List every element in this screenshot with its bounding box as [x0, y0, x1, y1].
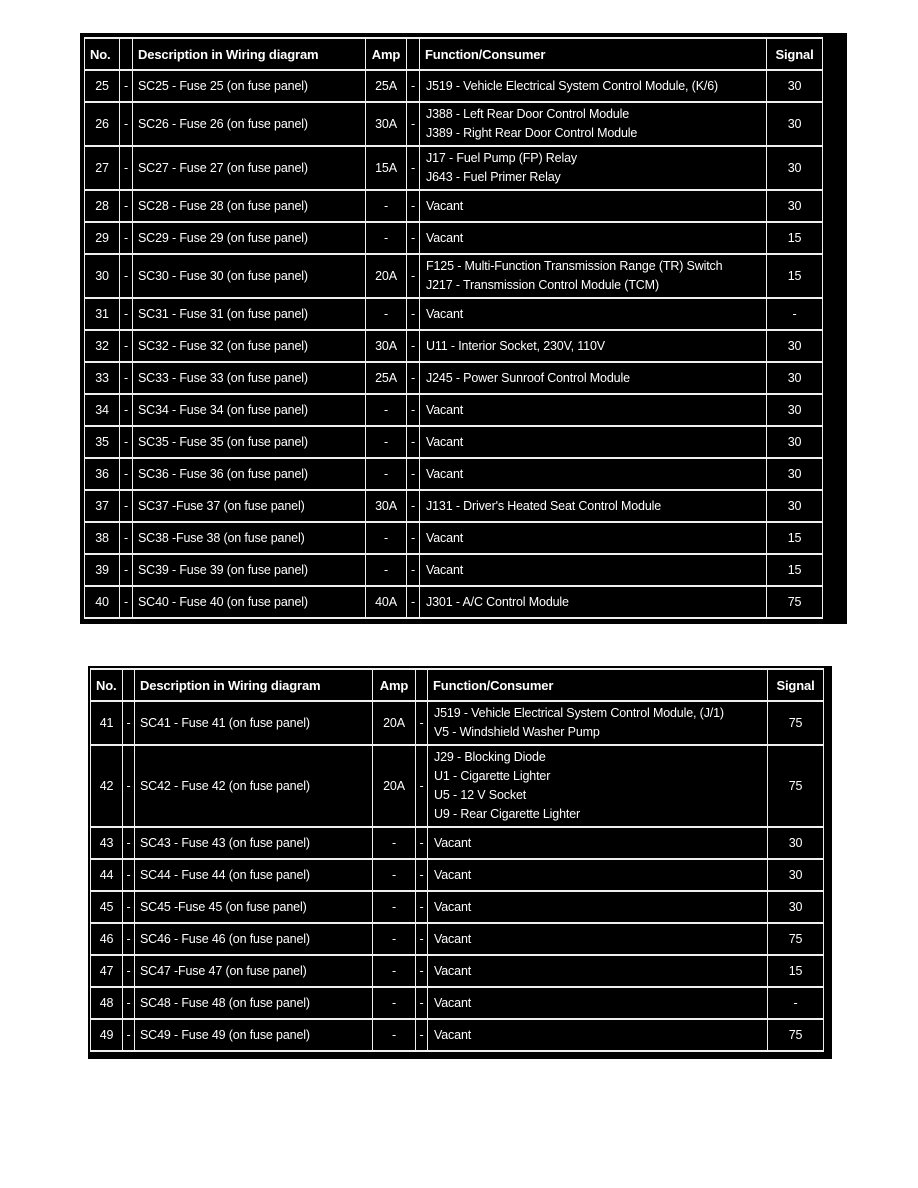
table-row: [85, 102, 823, 146]
amp-cell: 20A: [366, 254, 407, 298]
table-row: [91, 1019, 824, 1051]
function-cell: [420, 522, 767, 554]
table-row: [91, 745, 824, 827]
row-number-cell: 28: [85, 190, 120, 222]
col-header-no: No.: [91, 669, 123, 701]
signal-cell: 15: [767, 554, 823, 586]
row-number-cell: 39: [85, 554, 120, 586]
signal-cell: 30: [768, 891, 824, 923]
table-row: [85, 330, 823, 362]
amp-cell: -: [366, 426, 407, 458]
col-header-signal: Signal: [767, 38, 823, 70]
function-cell: [420, 554, 767, 586]
dash-cell: -: [407, 146, 420, 190]
row-number-cell: 31: [85, 298, 120, 330]
description-cell: SC36 - Fuse 36 (on fuse panel): [133, 458, 366, 490]
function-cell: [428, 987, 768, 1019]
col-header-amp: Amp: [366, 38, 407, 70]
table-row: [91, 827, 824, 859]
function-cell: [428, 827, 768, 859]
description-cell: SC44 - Fuse 44 (on fuse panel): [135, 859, 373, 891]
description-cell: SC31 - Fuse 31 (on fuse panel): [133, 298, 366, 330]
row-number-cell: 35: [85, 426, 120, 458]
dash-cell: -: [120, 222, 133, 254]
function-line: Vacant: [426, 466, 464, 481]
dash-cell: -: [407, 394, 420, 426]
function-line: J131 - Driver's Heated Seat Control Module: [426, 498, 662, 513]
signal-cell: 15: [767, 522, 823, 554]
amp-cell: 25A: [366, 362, 407, 394]
dash-cell: -: [407, 362, 420, 394]
row-number-cell: 44: [91, 859, 123, 891]
description-cell: SC38 -Fuse 38 (on fuse panel): [133, 522, 366, 554]
dash-cell: -: [120, 394, 133, 426]
table-row: [85, 458, 823, 490]
table-row: [91, 955, 824, 987]
function-cell: [420, 426, 767, 458]
amp-cell: 20A: [373, 745, 416, 827]
function-line: J29 - Blocking Diode: [434, 750, 546, 764]
fuse-table: [90, 668, 824, 1052]
fuse-table: [84, 37, 823, 619]
function-cell: [420, 586, 767, 618]
col-header-spacer: [416, 669, 428, 701]
amp-cell: -: [373, 859, 416, 891]
description-cell: SC28 - Fuse 28 (on fuse panel): [133, 190, 366, 222]
function-cell: [428, 1019, 768, 1051]
dash-cell: -: [407, 586, 420, 618]
col-header-description: Description in Wiring diagram: [135, 669, 373, 701]
dash-cell: -: [416, 745, 428, 827]
row-number-cell: 33: [85, 362, 120, 394]
description-cell: SC30 - Fuse 30 (on fuse panel): [133, 254, 366, 298]
description-cell: SC26 - Fuse 26 (on fuse panel): [133, 102, 366, 146]
function-line: U11 - Interior Socket, 230V, 110V: [426, 338, 605, 353]
function-cell: [428, 745, 768, 827]
function-line: J389 - Right Rear Door Control Module: [426, 126, 638, 140]
signal-cell: 30: [767, 394, 823, 426]
function-line: U1 - Cigarette Lighter: [434, 769, 551, 783]
dash-cell: -: [120, 490, 133, 522]
function-line: J388 - Left Rear Door Control Module: [426, 107, 630, 121]
function-line: Vacant: [426, 530, 464, 545]
dash-cell: -: [120, 190, 133, 222]
description-cell: SC34 - Fuse 34 (on fuse panel): [133, 394, 366, 426]
description-cell: SC27 - Fuse 27 (on fuse panel): [133, 146, 366, 190]
row-number-cell: 37: [85, 490, 120, 522]
description-cell: SC47 -Fuse 47 (on fuse panel): [135, 955, 373, 987]
signal-cell: 30: [768, 859, 824, 891]
dash-cell: -: [123, 923, 135, 955]
signal-cell: 30: [767, 426, 823, 458]
row-number-cell: 46: [91, 923, 123, 955]
dash-cell: -: [120, 586, 133, 618]
table-row: [85, 190, 823, 222]
col-header-spacer: [407, 38, 420, 70]
table-row: [85, 586, 823, 618]
signal-cell: 30: [767, 146, 823, 190]
function-cell: [428, 891, 768, 923]
dash-cell: -: [120, 146, 133, 190]
function-cell: [420, 490, 767, 522]
row-number-cell: 27: [85, 146, 120, 190]
function-line: U9 - Rear Cigarette Lighter: [434, 807, 581, 821]
function-cell: [428, 859, 768, 891]
dash-cell: -: [407, 490, 420, 522]
col-header-no: No.: [85, 38, 120, 70]
row-number-cell: 36: [85, 458, 120, 490]
description-cell: SC48 - Fuse 48 (on fuse panel): [135, 987, 373, 1019]
function-cell: [420, 70, 767, 102]
dash-cell: -: [407, 298, 420, 330]
function-line: U5 - 12 V Socket: [434, 788, 527, 802]
function-line: J643 - Fuel Primer Relay: [426, 170, 561, 184]
row-number-cell: 30: [85, 254, 120, 298]
table-row: [91, 859, 824, 891]
fuse-table-41-49: [88, 666, 832, 1059]
dash-cell: -: [120, 426, 133, 458]
description-cell: SC45 -Fuse 45 (on fuse panel): [135, 891, 373, 923]
amp-cell: -: [366, 190, 407, 222]
function-line: Vacant: [426, 230, 464, 245]
function-line: J245 - Power Sunroof Control Module: [426, 370, 630, 385]
amp-cell: -: [373, 1019, 416, 1051]
dash-cell: -: [120, 522, 133, 554]
description-cell: SC49 - Fuse 49 (on fuse panel): [135, 1019, 373, 1051]
function-line: Vacant: [434, 931, 472, 946]
amp-cell: -: [366, 298, 407, 330]
description-cell: SC46 - Fuse 46 (on fuse panel): [135, 923, 373, 955]
function-line: Vacant: [426, 562, 464, 577]
row-number-cell: 29: [85, 222, 120, 254]
col-header-amp: Amp: [373, 669, 416, 701]
dash-cell: -: [123, 1019, 135, 1051]
function-cell: [420, 254, 767, 298]
row-number-cell: 25: [85, 70, 120, 102]
table-row: [91, 923, 824, 955]
dash-cell: -: [123, 987, 135, 1019]
row-number-cell: 49: [91, 1019, 123, 1051]
fuse-table-25-40: [80, 33, 847, 624]
function-cell: [420, 394, 767, 426]
amp-cell: 30A: [366, 490, 407, 522]
amp-cell: -: [373, 891, 416, 923]
dash-cell: -: [120, 70, 133, 102]
function-cell: [420, 222, 767, 254]
dash-cell: -: [123, 745, 135, 827]
signal-cell: 30: [767, 490, 823, 522]
row-number-cell: 38: [85, 522, 120, 554]
amp-cell: 40A: [366, 586, 407, 618]
signal-cell: 75: [768, 745, 824, 827]
dash-cell: -: [407, 70, 420, 102]
dash-cell: -: [123, 859, 135, 891]
amp-cell: 30A: [366, 102, 407, 146]
function-line: V5 - Windshield Washer Pump: [434, 725, 600, 739]
dash-cell: -: [416, 955, 428, 987]
table-row: [85, 362, 823, 394]
dash-cell: -: [123, 701, 135, 745]
function-line: Vacant: [434, 835, 472, 850]
dash-cell: -: [407, 254, 420, 298]
dash-cell: -: [407, 554, 420, 586]
amp-cell: -: [373, 923, 416, 955]
dash-cell: -: [416, 923, 428, 955]
row-number-cell: 42: [91, 745, 123, 827]
function-line: J17 - Fuel Pump (FP) Relay: [426, 151, 578, 165]
amp-cell: -: [366, 394, 407, 426]
col-header-spacer: [123, 669, 135, 701]
table-row: [85, 522, 823, 554]
table-row: [85, 490, 823, 522]
description-cell: SC32 - Fuse 32 (on fuse panel): [133, 330, 366, 362]
col-header-description: Description in Wiring diagram: [133, 38, 366, 70]
dash-cell: -: [407, 522, 420, 554]
dash-cell: -: [407, 222, 420, 254]
description-cell: SC33 - Fuse 33 (on fuse panel): [133, 362, 366, 394]
dash-cell: -: [123, 891, 135, 923]
function-line: Vacant: [434, 995, 472, 1010]
function-line: Vacant: [426, 402, 464, 417]
table-row: [91, 701, 824, 745]
table-row: [85, 554, 823, 586]
row-number-cell: 26: [85, 102, 120, 146]
col-header-function: Function/Consumer: [428, 669, 768, 701]
table-row: [91, 891, 824, 923]
description-cell: SC25 - Fuse 25 (on fuse panel): [133, 70, 366, 102]
table-row: [85, 222, 823, 254]
signal-cell: 30: [767, 190, 823, 222]
function-line: Vacant: [426, 198, 464, 213]
signal-cell: 30: [768, 827, 824, 859]
dash-cell: -: [416, 701, 428, 745]
dash-cell: -: [123, 827, 135, 859]
table-row: [85, 146, 823, 190]
dash-cell: -: [407, 458, 420, 490]
table-row: [85, 426, 823, 458]
function-cell: [420, 362, 767, 394]
row-number-cell: 47: [91, 955, 123, 987]
dash-cell: -: [407, 330, 420, 362]
dash-cell: -: [416, 1019, 428, 1051]
function-cell: [420, 146, 767, 190]
description-cell: SC42 - Fuse 42 (on fuse panel): [135, 745, 373, 827]
table-row: [85, 298, 823, 330]
dash-cell: -: [120, 254, 133, 298]
dash-cell: -: [416, 827, 428, 859]
description-cell: SC39 - Fuse 39 (on fuse panel): [133, 554, 366, 586]
dash-cell: -: [120, 362, 133, 394]
dash-cell: -: [416, 987, 428, 1019]
function-line: J519 - Vehicle Electrical System Control Module, (J/1): [434, 706, 724, 720]
signal-cell: 75: [767, 586, 823, 618]
function-cell: [428, 955, 768, 987]
row-number-cell: 40: [85, 586, 120, 618]
description-cell: SC37 -Fuse 37 (on fuse panel): [133, 490, 366, 522]
description-cell: SC40 - Fuse 40 (on fuse panel): [133, 586, 366, 618]
dash-cell: -: [123, 955, 135, 987]
dash-cell: -: [407, 102, 420, 146]
description-cell: SC41 - Fuse 41 (on fuse panel): [135, 701, 373, 745]
function-line: F125 - Multi-Function Transmission Range (TR) Switch: [426, 259, 723, 273]
signal-cell: -: [767, 298, 823, 330]
row-number-cell: 41: [91, 701, 123, 745]
dash-cell: -: [120, 330, 133, 362]
function-cell: [420, 190, 767, 222]
row-number-cell: 34: [85, 394, 120, 426]
function-cell: [420, 298, 767, 330]
dash-cell: -: [407, 190, 420, 222]
signal-cell: 15: [767, 254, 823, 298]
amp-cell: -: [373, 955, 416, 987]
function-line: J519 - Vehicle Electrical System Control Module, (K/6): [426, 78, 719, 93]
amp-cell: 15A: [366, 146, 407, 190]
table-row: [85, 70, 823, 102]
table-row: [85, 394, 823, 426]
function-line: Vacant: [434, 899, 472, 914]
dash-cell: -: [120, 554, 133, 586]
function-line: Vacant: [434, 867, 472, 882]
dash-cell: -: [120, 458, 133, 490]
amp-cell: 25A: [366, 70, 407, 102]
function-cell: [420, 458, 767, 490]
signal-cell: 30: [767, 70, 823, 102]
function-cell: [428, 701, 768, 745]
function-line: J301 - A/C Control Module: [426, 594, 569, 609]
function-cell: [420, 102, 767, 146]
amp-cell: 30A: [366, 330, 407, 362]
signal-cell: -: [768, 987, 824, 1019]
dash-cell: -: [120, 298, 133, 330]
function-cell: [428, 923, 768, 955]
dash-cell: -: [407, 426, 420, 458]
amp-cell: -: [373, 827, 416, 859]
dash-cell: -: [120, 102, 133, 146]
function-cell: [420, 330, 767, 362]
table-row: [85, 254, 823, 298]
amp-cell: -: [366, 554, 407, 586]
table-row: [91, 987, 824, 1019]
amp-cell: -: [366, 522, 407, 554]
amp-cell: -: [366, 458, 407, 490]
function-line: Vacant: [434, 1027, 472, 1042]
header-row: [91, 669, 824, 701]
header-row: [85, 38, 823, 70]
amp-cell: 20A: [373, 701, 416, 745]
description-cell: SC43 - Fuse 43 (on fuse panel): [135, 827, 373, 859]
signal-cell: 30: [767, 458, 823, 490]
dash-cell: -: [416, 891, 428, 923]
signal-cell: 30: [767, 362, 823, 394]
signal-cell: 75: [768, 701, 824, 745]
amp-cell: -: [366, 222, 407, 254]
signal-cell: 15: [767, 222, 823, 254]
description-cell: SC35 - Fuse 35 (on fuse panel): [133, 426, 366, 458]
function-line: Vacant: [434, 963, 472, 978]
row-number-cell: 43: [91, 827, 123, 859]
col-header-signal: Signal: [768, 669, 824, 701]
description-cell: SC29 - Fuse 29 (on fuse panel): [133, 222, 366, 254]
signal-cell: 75: [768, 923, 824, 955]
signal-cell: 30: [767, 102, 823, 146]
row-number-cell: 48: [91, 987, 123, 1019]
dash-cell: -: [416, 859, 428, 891]
function-line: Vacant: [426, 434, 464, 449]
signal-cell: 30: [767, 330, 823, 362]
row-number-cell: 32: [85, 330, 120, 362]
function-line: J217 - Transmission Control Module (TCM): [426, 278, 659, 292]
col-header-spacer: [120, 38, 133, 70]
signal-cell: 15: [768, 955, 824, 987]
function-line: Vacant: [426, 306, 464, 321]
row-number-cell: 45: [91, 891, 123, 923]
amp-cell: -: [373, 987, 416, 1019]
signal-cell: 75: [768, 1019, 824, 1051]
col-header-function: Function/Consumer: [420, 38, 767, 70]
